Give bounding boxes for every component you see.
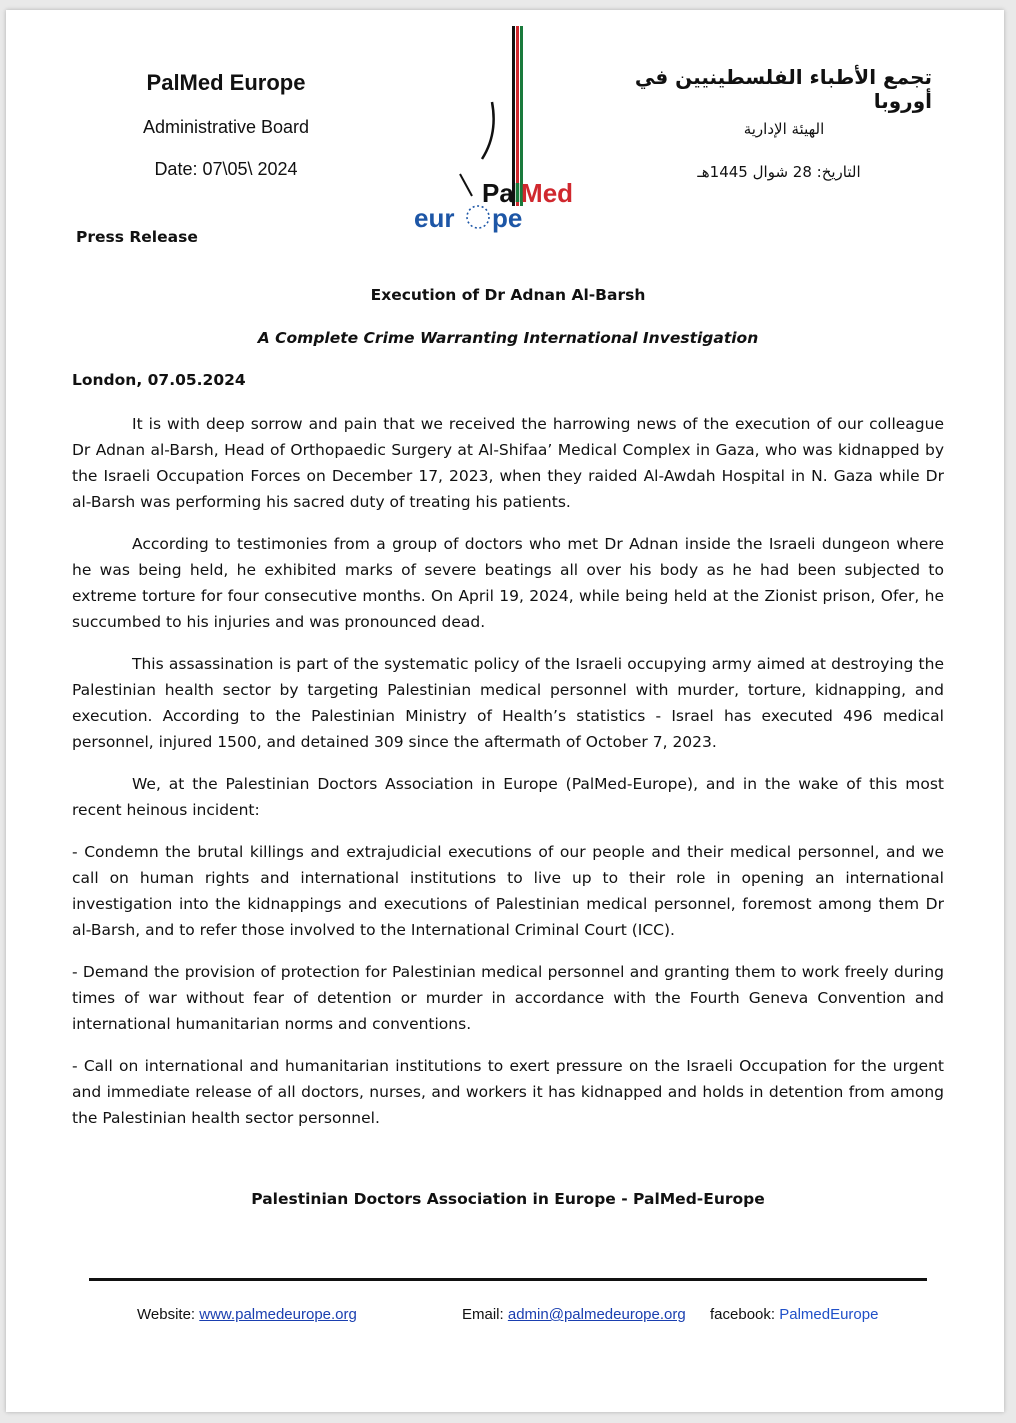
footer-email xyxy=(462,1306,686,1323)
logo-word-pe: pe xyxy=(492,203,523,233)
paragraph: According to testimonies from a group of doctors who met Dr Adnan inside the Israeli dungeon where he was being held, he exhibited marks of severe beatings all over his body as he had been subjected to extreme torture for four consecutive months. On April 19, 2024, while being held at the Zionist prison, Ofer, he succumbed to his injuries and was pronounced dead. xyxy=(72,535,944,631)
board-label-arabic: الهيئة الإدارية xyxy=(743,120,825,138)
palmed-europe-logo xyxy=(406,24,596,234)
footer-divider xyxy=(89,1278,927,1281)
website-label: Website: xyxy=(137,1306,196,1323)
document-subtitle: A Complete Crime Warranting International Investigation xyxy=(257,329,759,347)
document-title: Execution of Dr Adnan Al-Barsh xyxy=(370,286,646,304)
paragraph: It is with deep sorrow and pain that we received the harrowing news of the execution of our colleague Dr Adnan al-Barsh, Head of Orthopaedic Surgery at Al-Shifaa’ Medical Complex in Gaza, who was kidnapped by the Israeli Occupation Forces on December 17, 2023, when they raided Al-Awdah Hospital in N. Gaza while Dr al-Barsh was performing his sacred duty of treating his patients. xyxy=(72,415,944,511)
org-name-arabic: تجمع الأطباء الفلسطينيين في أوروبا xyxy=(634,65,932,113)
date-label: Date: 07\05\ 2024 xyxy=(154,159,298,179)
signature: Palestinian Doctors Association in Europe - PalMed-Europe xyxy=(251,1190,765,1208)
footer-facebook xyxy=(710,1306,878,1323)
logo-word-eur: eur xyxy=(414,203,455,233)
bullet-paragraph: - Call on international and humanitarian institutions to exert pressure on the Israeli Occupation for the urgent and immediate release of all doctors, nurses, and workers it has kidnapped and holds in detention from among the Palestinian health sector personnel. xyxy=(72,1057,944,1127)
org-name: PalMed Europe xyxy=(146,70,306,95)
date-label-arabic: التاريخ: 28 شوال 1445هـ xyxy=(697,163,861,181)
bullet-paragraph: - Demand the provision of protection for Palestinian medical personnel and granting them to work freely during times of war without fear of detention or murder in accordance with the Fourth Geneva Convention and international humanitarian norms and conventions. xyxy=(72,963,944,1033)
dateline: London, 07.05.2024 xyxy=(72,371,246,389)
paragraph: This assassination is part of the systematic policy of the Israeli occupying army aimed at destroying the Palestinian health sector by targeting Palestinian medical personnel with murder, torture, kidnapping, and execution. According to the Palestinian Ministry of Health’s statistics - Israel has executed 496 medical personnel, injured 1500, and detained 309 since the aftermath of October 7, 2023. xyxy=(72,655,944,751)
email-label: Email: xyxy=(462,1306,504,1323)
website-link[interactable]: www.palmedeurope.org xyxy=(199,1306,357,1323)
facebook-link[interactable]: PalmedEurope xyxy=(779,1306,879,1323)
svg-text:PalMed: PalMed xyxy=(482,178,574,208)
board-label: Administrative Board xyxy=(142,117,310,137)
footer-website xyxy=(137,1306,357,1323)
document-page xyxy=(6,10,1004,1412)
bullet-paragraph: - Condemn the brutal killings and extrajudicial executions of our people and their medical personnel, and we call on human rights and international institutions to live up to their role in opening an international investigation into the kidnappings and executions of Palestinian medical personnel, foremost among them Dr al-Barsh, and to refer those involved to the International Criminal Court (ICC). xyxy=(72,843,944,939)
facebook-label: facebook: xyxy=(710,1306,776,1323)
paragraph: We, at the Palestinian Doctors Association in Europe (PalMed-Europe), and in the wake of this most recent heinous incident: xyxy=(72,775,944,819)
body-text xyxy=(72,411,944,1147)
eu-stars-circle xyxy=(467,206,489,228)
press-release-label: Press Release xyxy=(76,228,198,246)
email-link[interactable]: admin@palmedeurope.org xyxy=(507,1306,686,1323)
